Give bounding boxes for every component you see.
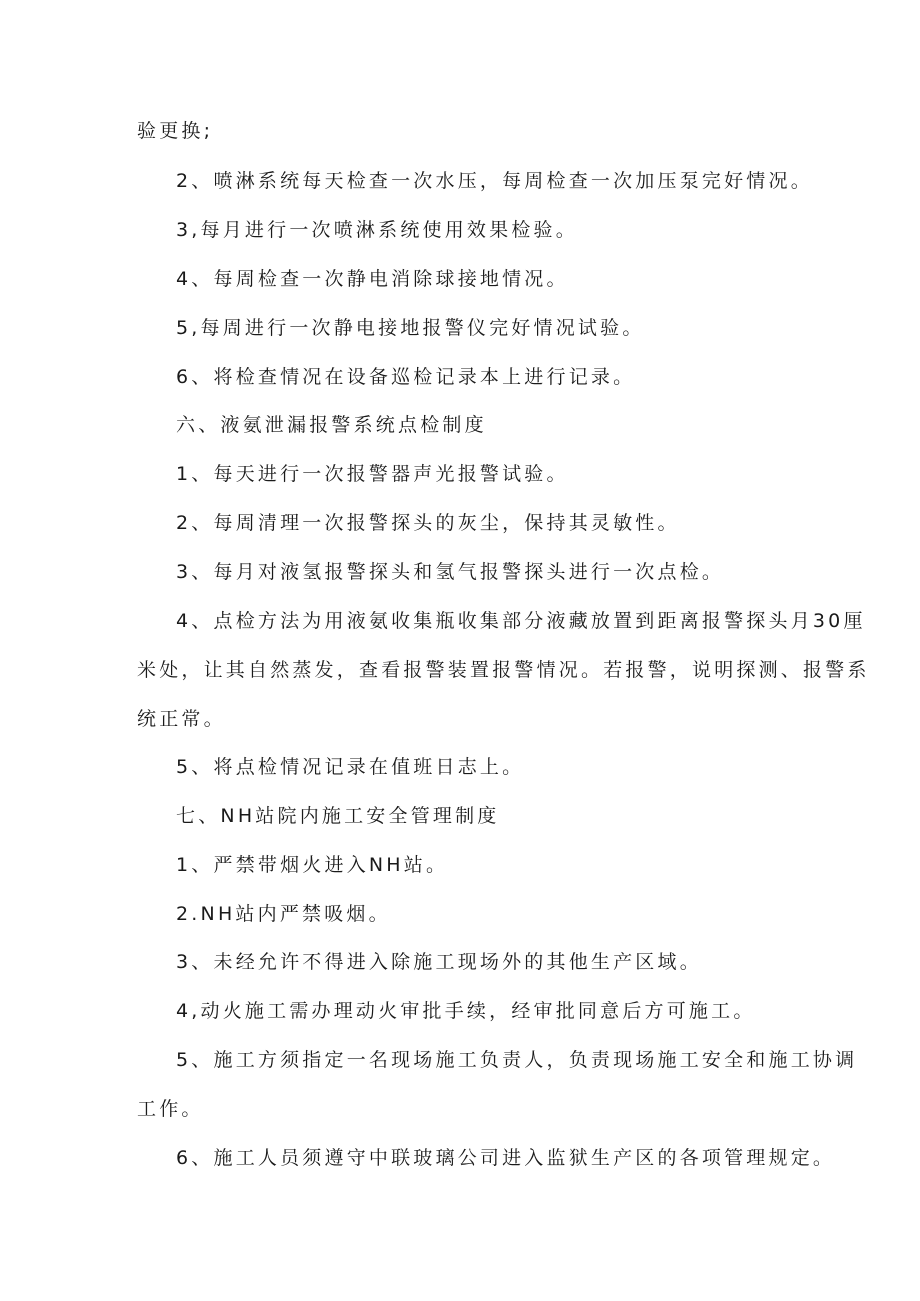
text-line: 1、严禁带烟火进入NH站。 [176,854,449,876]
text-line: 3、每月对液氢报警探头和氢气报警探头进行一次点检。 [176,561,725,583]
text-line: 统正常。 [137,708,226,730]
text-line: 3、未经允许不得进入除施工现场外的其他生产区域。 [176,951,702,973]
text-line: 2.NH站内严禁吸烟。 [176,903,391,925]
text-line: 1、每天进行一次报警器声光报警试验。 [176,463,569,485]
text-line: 5、将点检情况记录在值班日志上。 [176,756,525,778]
text-line: 5、施工方须指定一名现场施工负责人，负责现场施工安全和施工协调 [176,1049,858,1071]
text-line: 5,每周进行一次静电接地报警仪完好情况试验。 [176,317,645,339]
text-line: 验更换; [137,120,214,142]
section-heading: 七、NH站院内施工安全管理制度 [176,805,500,827]
text-line: 2、每周清理一次报警探头的灰尘，保持其灵敏性。 [176,512,680,534]
text-line: 6、施工人员须遵守中联玻璃公司进入监狱生产区的各项管理规定。 [176,1147,836,1169]
text-line: 4,动火施工需办理动火审批手续，经审批同意后方可施工。 [176,1000,756,1022]
text-line: 米处，让其自然蒸发，查看报警装置报警情况。若报警，说明探测、报警系 [137,659,870,681]
text-line: 3,每月进行一次喷淋系统使用效果检验。 [176,219,578,241]
section-heading: 六、液氨泄漏报警系统点检制度 [176,414,487,436]
text-line: 工作。 [137,1098,204,1120]
text-line: 6、将检查情况在设备巡检记录本上进行记录。 [176,366,636,388]
text-line: 4、每周检查一次静电消除球接地情况。 [176,268,569,290]
text-line: 2、喷淋系统每天检查一次水压，每周检查一次加压泵完好情况。 [176,170,813,192]
text-line: 4、点检方法为用液氨收集瓶收集部分液藏放置到距离报警探头月30厘 [176,610,866,632]
